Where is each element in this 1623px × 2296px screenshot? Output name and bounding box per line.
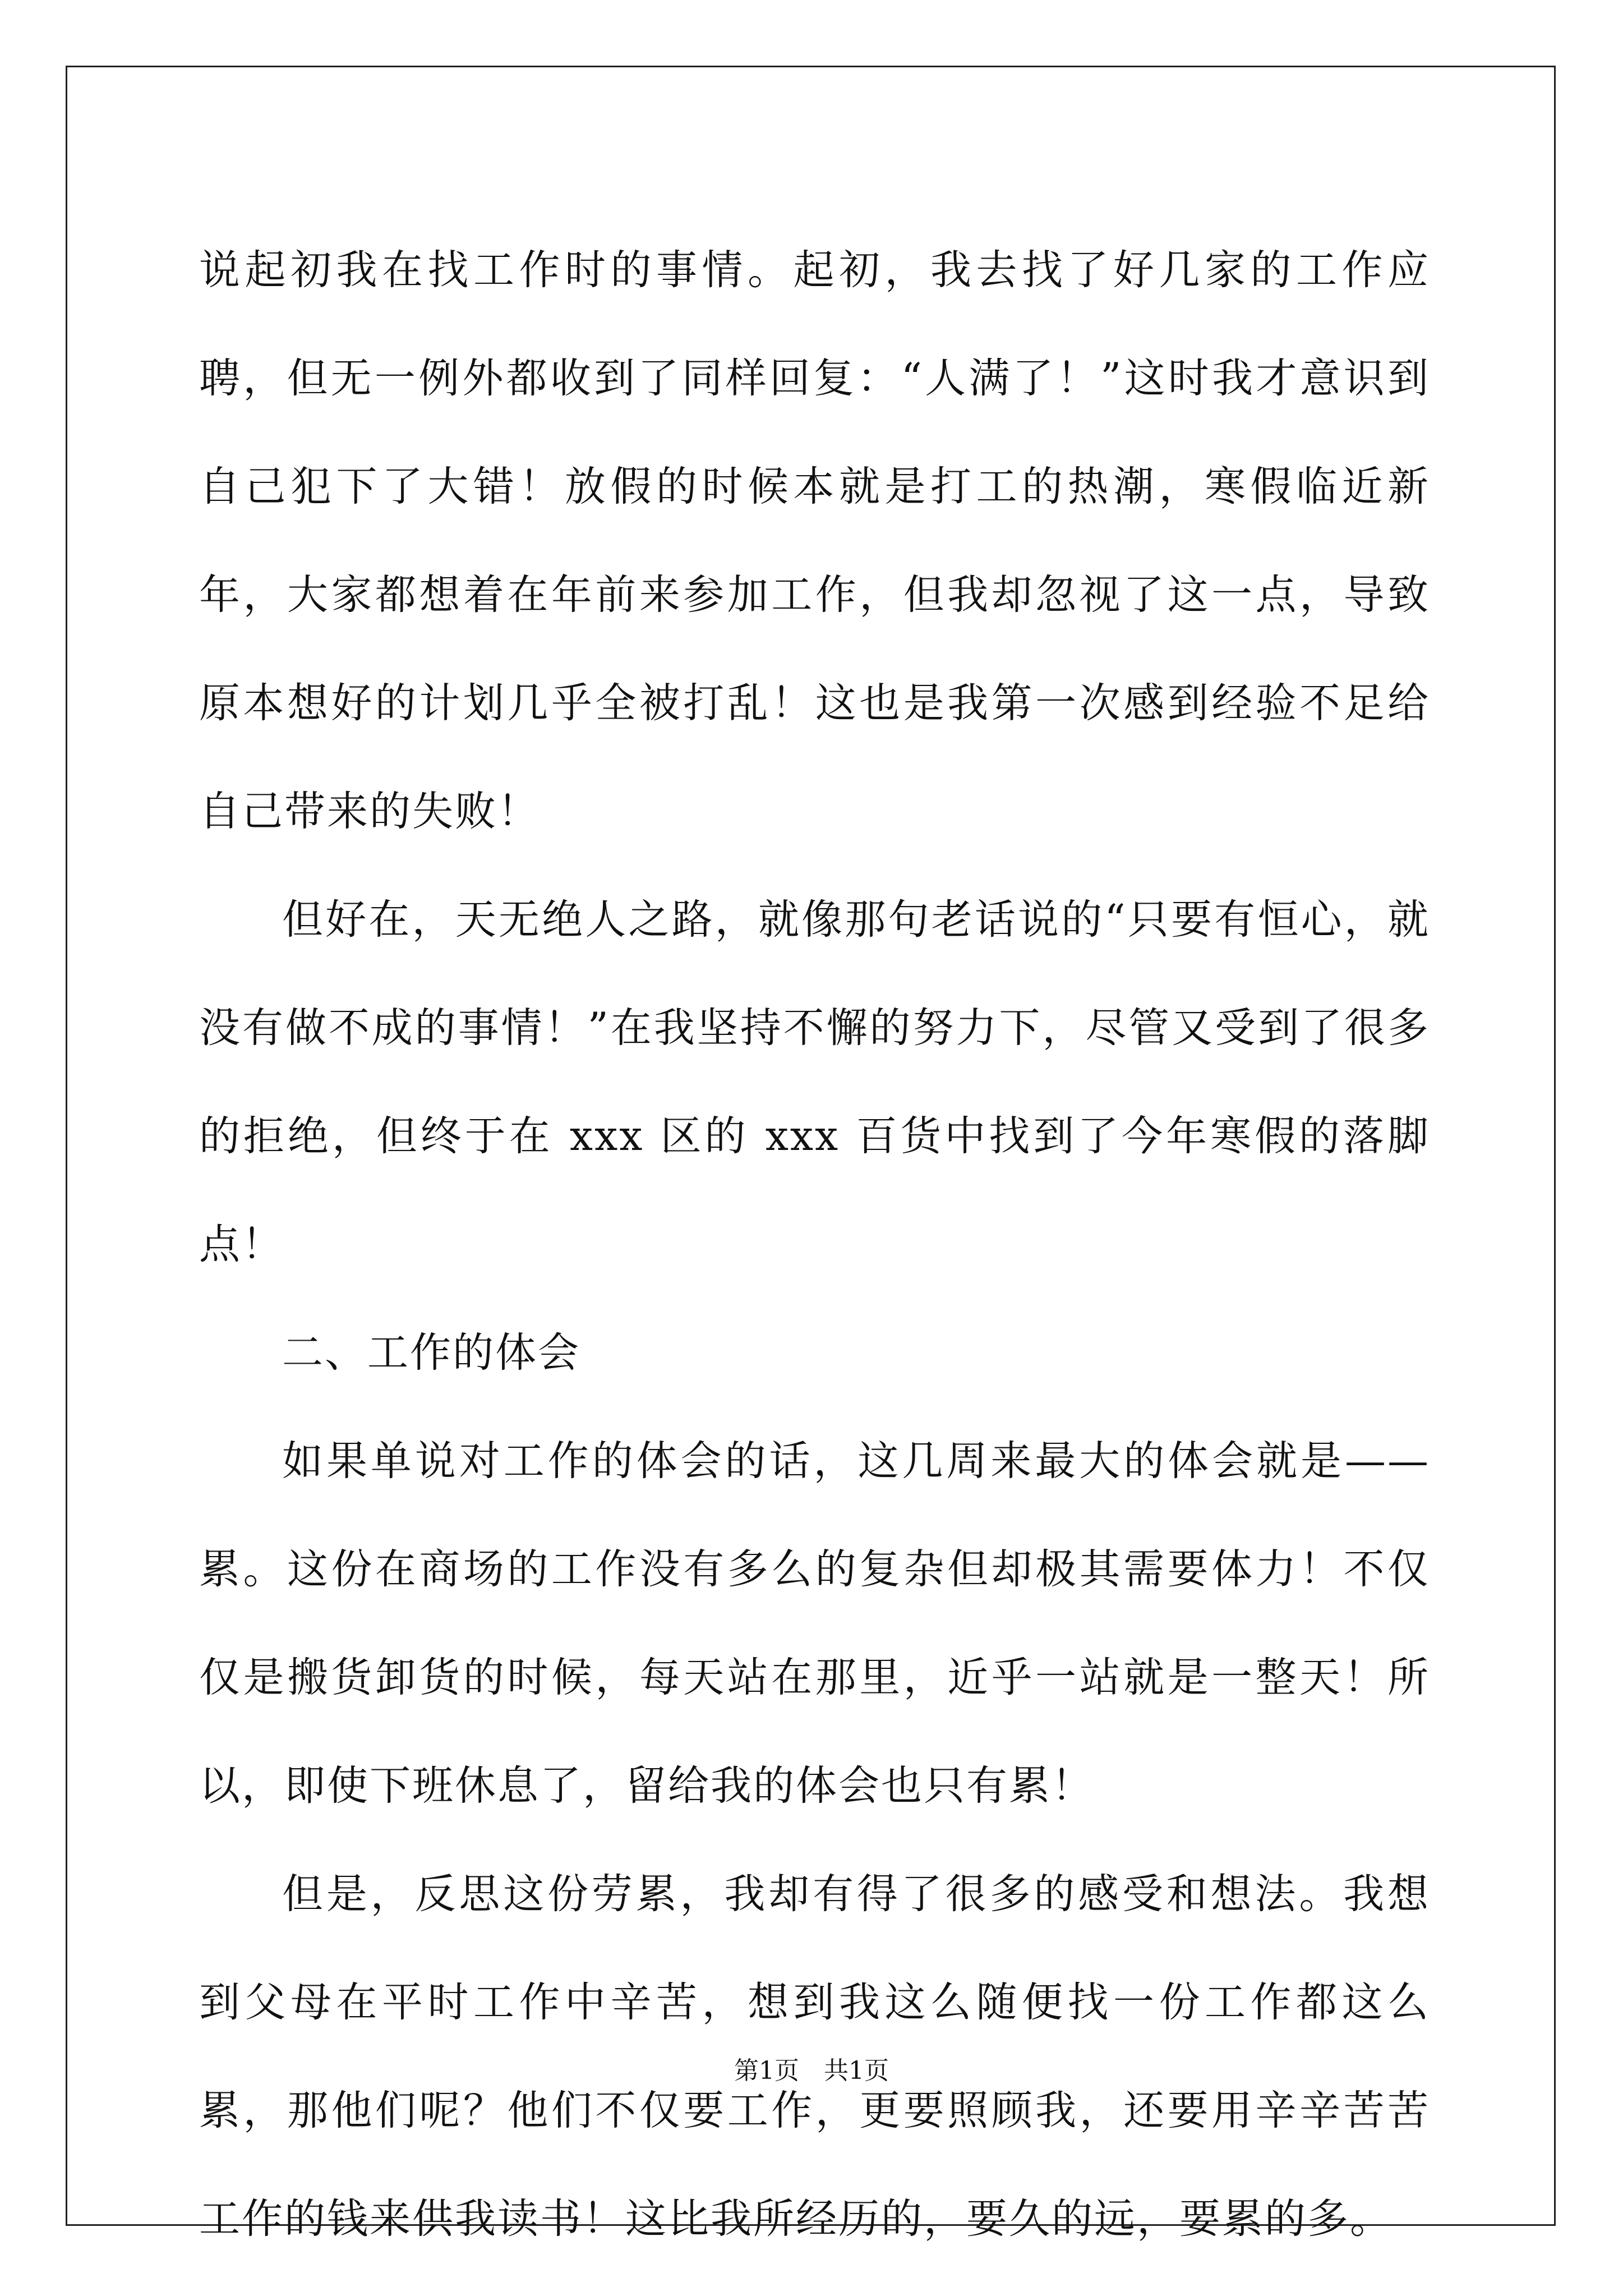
page-number-footer: 第1页 共1页 xyxy=(734,2056,889,2085)
paragraph-3: 如果单说对工作的体会的话，这几周来最大的体会就是——累。这份在商场的工作没有多么的复杂但却极其需要体力！不仅仅是搬货卸货的时候，每天站在那里，近乎一站就是一整天！所以，即使下班休息了，留给我的体会也只有累！ xyxy=(199,1437,1430,1810)
paragraph-1: 说起初我在找工作时的事情。起初，我去找了好几家的工作应聘，但无一例外都收到了同样回复：“人满了！”这时我才意识到自己犯下了大错！放假的时候本就是打工的热潮，寒假临近新年，大家都想着在年前来参加工作，但我却忽视了这一点，导致原本想好的计划几乎全被打乱！这也是我第一次感到经验不足给自己带来的失败！ xyxy=(199,246,1430,835)
paragraph-2: 但好在，天无绝人之路，就像那句老话说的“只要有恒心，就没有做不成的事情！”在我坚持不懈的努力下，尽管又受到了很多的拒绝，但终于在 xxx 区的 xxx 百货中找到了今年寒假的落脚点！ xyxy=(199,896,1430,1268)
section-heading: 二、工作的体会 xyxy=(282,1329,580,1377)
paragraph-4: 但是，反思这份劳累，我却有得了很多的感受和想法。我想到父母在平时工作中辛苦，想到我这么随便找一份工作都这么累，那他们呢？他们不仅要工作，更要照顾我，还要用辛辛苦苦工作的钱来供我读书！这比我所经历的，要久的远，要累的多。 xyxy=(199,1870,1430,2243)
